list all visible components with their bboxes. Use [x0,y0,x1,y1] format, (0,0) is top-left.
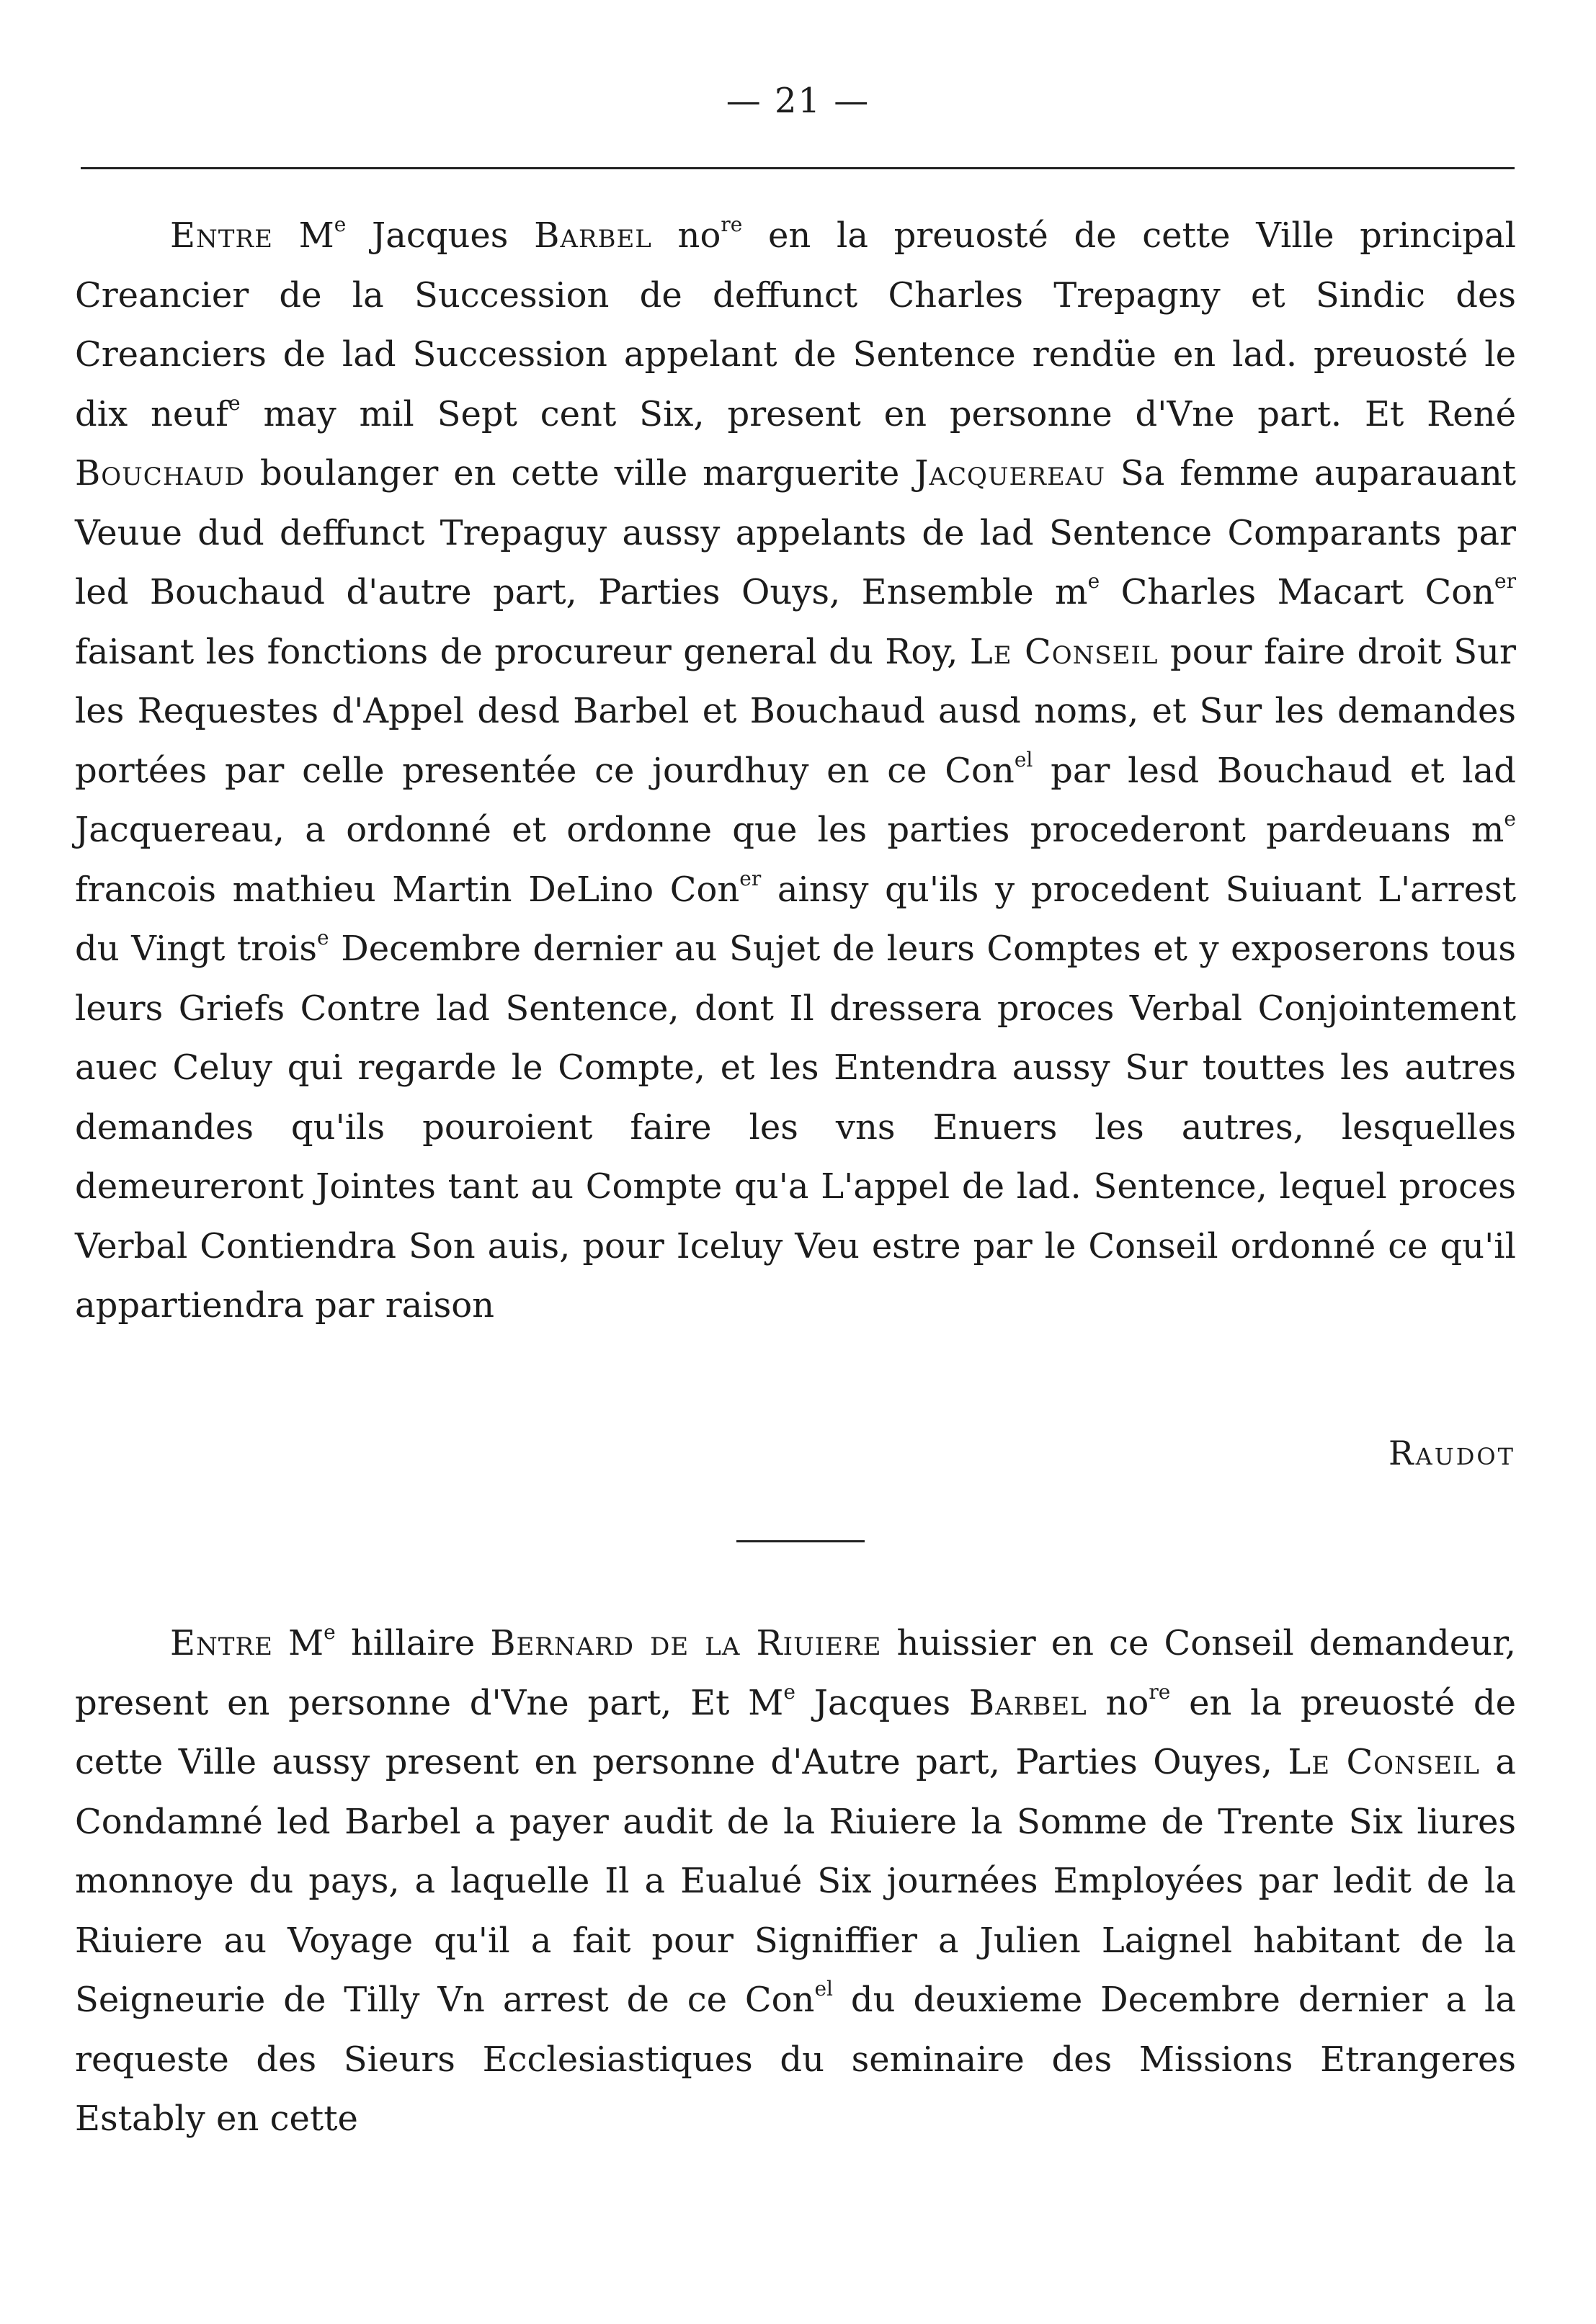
body-text: par lesd Bouchaud et lad Jacquereau, a ordonné et ordonne que les parties procederont pardeuans m [75,750,1516,850]
entry-barbel-bouchaud [75,206,1516,1336]
superscript: e [317,926,329,949]
person-name: Bernard de la Riuiere [490,1623,882,1663]
body-text: boulanger en cette ville marguerite [259,453,900,493]
body-text: a Condamné led Barbel a payer audit de la Riuiere la Somme de Trente Six liures monnoye du pays, a laquelle Il a Eualué Six journées Employées par ledit de la Riuiere au Voyage qu'il a fait pour Signiffier a Julien Laignel habitant de la Seigneurie de Tilly Vn arrest de ce Con [75,1742,1516,2020]
council-name: Le Conseil [969,631,1159,672]
body-text: ainsy qu'ils y procedent Suiuant L'arrest du Vingt trois [75,869,1516,969]
role-abbr: no [677,215,721,256]
person-name: Barbel [534,215,652,256]
superscript: e [324,1620,336,1644]
body-text: francois mathieu Martin DeLino Con [75,869,740,910]
page-number: — 21 — [726,81,870,121]
superscript: re [1149,1679,1171,1704]
superscript: e [334,213,347,236]
superscript: e [228,390,241,415]
entry-opening: Entre [170,1623,273,1663]
superscript: e [783,1679,795,1704]
superscript: e [1504,807,1516,831]
body-text: Decembre dernier au Sujet de leurs Comptes et y exposerons tous leurs Griefs Contre lad Sentence, dont Il dressera proces Verbal Conjointement auec Celuy qui regarde le Compte, et les Entendra aussy Sur touttes les autres demandes qu'ils pouroient faire les vns Enuers les autres, lesquelles demeureront Jointes tant au Compte qu'a L'appel de lad. Sentence, lequel proces Verbal Contiendra Son auis, pour Iceluy Veu estre par le Conseil ordonné ce qu'il appartiendra par raison [75,929,1517,1326]
entry-bernard-barbel [75,1614,1516,2149]
council-name: Le Conseil [1288,1742,1480,1782]
body-text: huissier en ce Conseil demandeur, present en personne d'Vne part, Et M [75,1623,1517,1723]
top-rule [81,167,1515,169]
signature: Raudot [1388,1434,1515,1472]
person-name: Bouchaud [75,453,245,493]
body-text: may mil Sept cent Six, present en personne d'Vne part. Et René [263,393,1517,434]
body-text: faisant les fonctions de procureur general du Roy, [75,631,958,672]
superscript: el [814,1977,833,2001]
body-text: hillaire [350,1623,476,1663]
body-text: du deuxieme Decembre dernier a la requeste des Sieurs Ecclesiastiques du seminaire des Missions Etrangeres Estably en cette [75,1980,1516,2139]
body-text: pour faire droit Sur les Requestes d'Appel desd Barbel et Bouchaud ausd noms, et Sur les demandes portées par celle presentée ce jourdhuy en ce Con [75,631,1516,791]
body-text: en la preuosté de cette Ville aussy present en personne d'Autre part, Parties Ouyes, [75,1682,1517,1782]
body-text: Sa femme auparauant Veuue dud deffunct Trepaguy aussy appelants de lad Sentence Comparants par led Bouchaud d'autre part, Parties Ouys, Ensemble m [75,453,1517,612]
person-name: Barbel [968,1682,1087,1723]
entry-opening: Entre [170,215,273,256]
title-abbr: M [298,215,334,256]
superscript: re [721,213,743,236]
body-text: en la preuosté de cette Ville principal Creancier de la Succession de deffunct Charles Trepagny et Sindic des Creanciers de lad Succession appelant de Sentence rendüe en lad. preuosté le dix neuf [75,215,1517,434]
entry-paragraph [75,1614,1516,2149]
person-first-name: Jacques [371,215,509,256]
title-abbr: M [287,1623,324,1663]
body-text: Jacques [813,1682,951,1723]
body-text: Charles Macart Con [1120,572,1495,612]
role-abbr: no [1105,1682,1149,1723]
section-divider [736,1540,865,1542]
superscript: er [1494,569,1516,593]
person-name: Jacquereau [914,453,1105,493]
superscript: e [1087,569,1100,593]
entry-paragraph [75,206,1516,1336]
superscript: er [739,866,762,890]
superscript: el [1014,747,1033,772]
